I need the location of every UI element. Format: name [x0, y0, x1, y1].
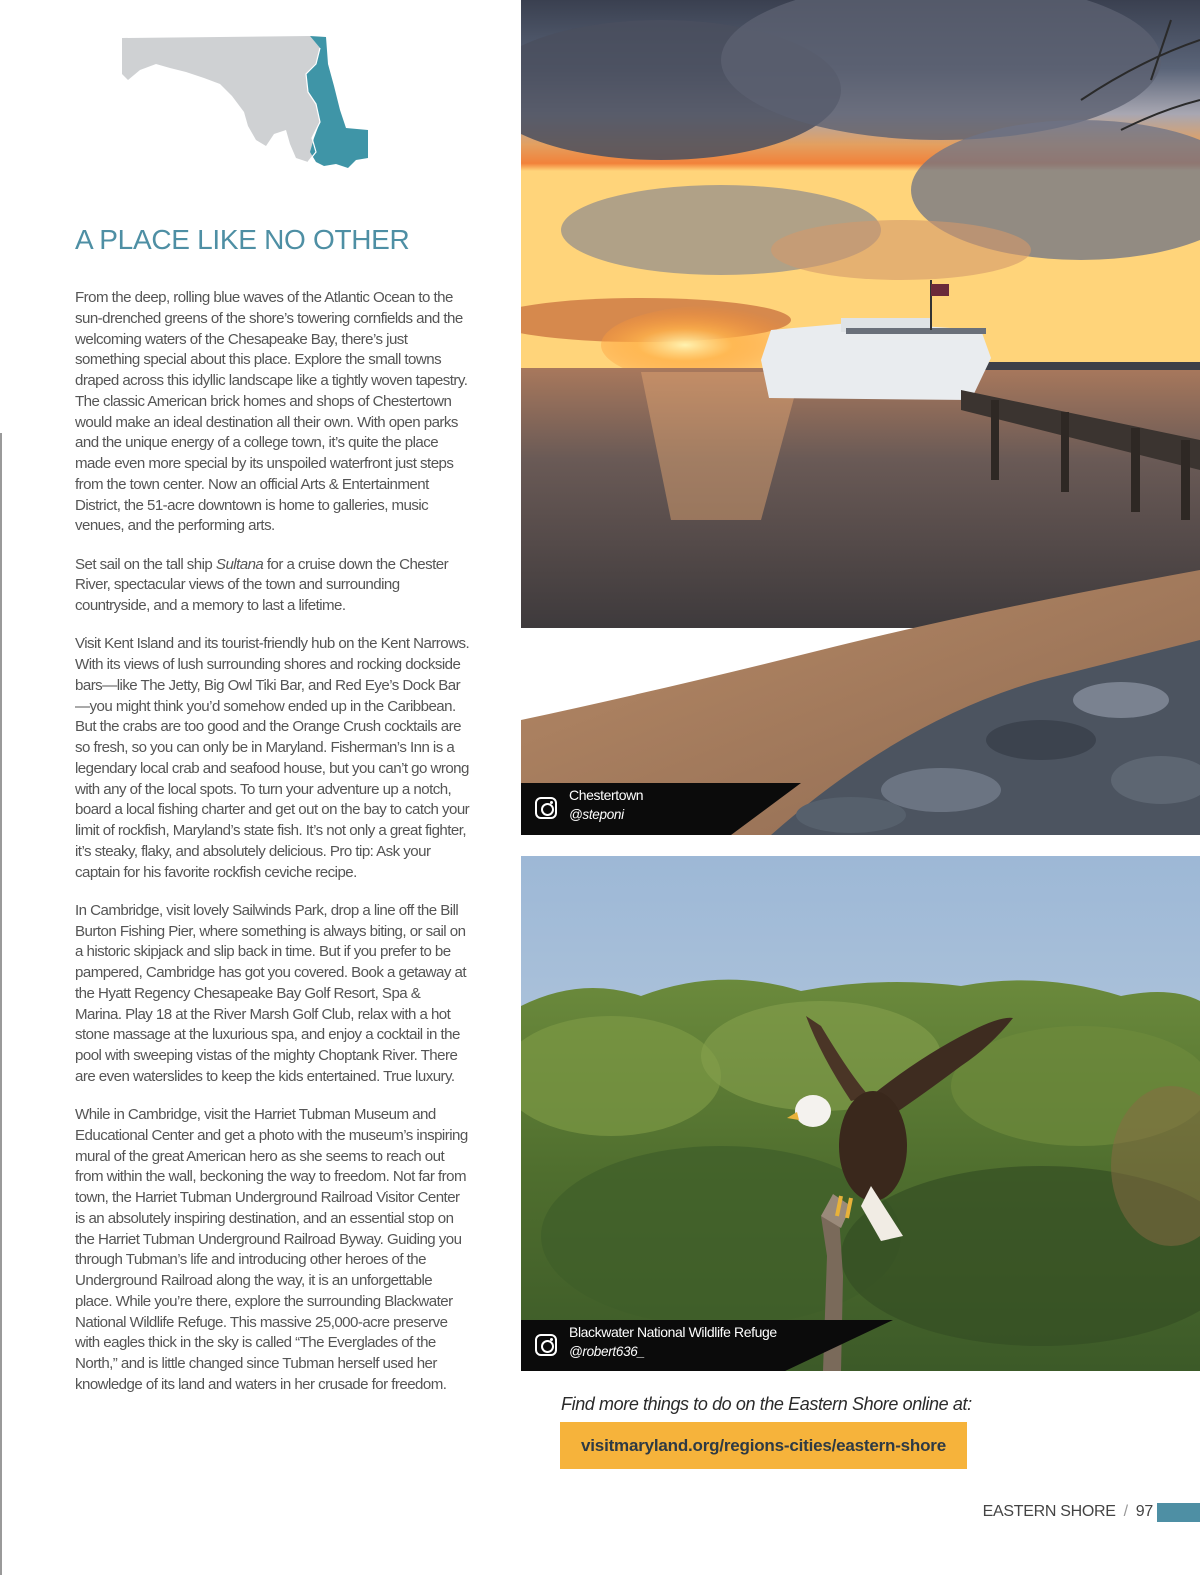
website-link-button[interactable]: visitmaryland.org/regions-cities/eastern-shore — [560, 1422, 967, 1469]
bald-eagle-image — [521, 856, 1200, 1371]
maryland-map-icon — [120, 34, 372, 170]
sultana-text-before: Set sail on the tall ship — [75, 555, 216, 573]
section-heading: A PLACE LIKE NO OTHER — [75, 224, 410, 255]
section-name: EASTERN SHORE — [982, 1503, 1116, 1520]
find-more-prompt: Find more things to do on the Eastern Shore online at: — [561, 1394, 972, 1414]
caption-location: Blackwater National Wildlife Refuge — [569, 1324, 777, 1340]
paragraph-kent-island: Visit Kent Island and its tourist-friendly hub on the Kent Narrows. With its views of lush surrounding shores and rocking dockside bars—like The Jetty, Big Owl Tiki Bar, and Red Eye’s Dock Bar—you might think you’d somehow ended up in the Caribbean. But the crabs are too good and the Orange Crush cocktails are so fresh, so you can only be in Maryland. Fisherman’s Inn is a legendary local crab and seafood house, but you can’t go wrong with any of the local spots. To turn your adventure up a notch, board a local fishing charter and get out on the bay to catch your limit of rockfish, Maryland’s state fish. It’s not only a great fighter, it’s steaky, flaky, and absolutely delicious. Pro tip: Ask your captain for his favorite rockfish ceviche recipe. — [75, 635, 470, 881]
sunset-pier-image — [521, 0, 1200, 835]
paragraph-sultana — [75, 555, 470, 617]
footer-accent-bar — [1157, 1503, 1200, 1522]
caption-handle: @robert636_ — [569, 1344, 645, 1359]
sultana-text-after: for a cruise down the Chester River, spectacular views of the town and surrounding countryside, and a memory to last a lifetime. — [75, 555, 449, 614]
blackwater-photo — [521, 856, 1200, 1371]
footer-separator: / — [1123, 1503, 1128, 1520]
page-number: 97 — [1135, 1503, 1153, 1520]
page-edge-rule — [0, 433, 2, 1575]
page-footer — [983, 1503, 1153, 1521]
chestertown-photo — [521, 0, 1200, 835]
photo-caption-blackwater — [521, 1320, 893, 1371]
photo-caption-chestertown — [521, 783, 801, 835]
paragraph-cambridge: In Cambridge, visit lovely Sailwinds Park, drop a line off the Bill Burton Fishing Pier, where something is always biting, or sail on a historic skipjack and slip back in time. But if you prefer to be pampered, Cambridge has got you covered. Book a getaway at the Hyatt Regency Chesapeake Bay Golf Resort, Spa & Marina. Play 18 at the River Marsh Golf Club, relax with a hot stone massage at the luxurious spa, and enjoy a cocktail in the pool with sweeping vistas of the mighty Choptank River. There are even waterslides to keep the kids entertained. True luxury. — [75, 901, 466, 1085]
instagram-icon — [535, 1334, 557, 1356]
paragraph-tubman: While in Cambridge, visit the Harriet Tubman Museum and Educational Center and get a photo with the museum’s inspiring mural of the great American hero as she seems to reach out from within the wall, beckoning the way to freedom. Not far from town, the Harriet Tubman Underground Railroad Visitor Center is an absolutely inspiring destination, and an essential stop on the Harriet Tubman Underground Railroad Byway. Guiding you through Tubman’s life and introducing other heroes of the Underground Railroad along the way, it is an unforgettable place. While you’re there, explore the surrounding Blackwater National Wildlife Refuge. This massive 25,000-acre preserve with eagles thick in the sky is called “The Everglades of the North,” and is little changed since Tubman herself used her knowledge of its land and waters in her crusade for freedom. — [75, 1106, 468, 1393]
paragraph-intro: From the deep, rolling blue waves of the Atlantic Ocean to the sun-drenched greens of the shore’s towering cornfields and the welcoming waters of the Chesapeake Bay, there’s just something special about this place. Explore the small towns draped across this idyllic landscape like a tightly woven tapestry. The classic American brick homes and shops of Chestertown would make an ideal destination all their own. With open parks and the unique energy of a college town, it’s quite the place made even more special by its unspoiled waterfront just steps from the town center. Now an official Arts & Entertainment District, the 51-acre downtown is home to galleries, music venues, and the performing arts. — [75, 289, 468, 535]
article-body — [75, 288, 470, 1413]
instagram-icon — [535, 797, 557, 819]
ship-name: Sultana — [215, 555, 264, 573]
caption-location: Chestertown — [569, 787, 644, 803]
caption-handle: @steponi — [569, 807, 624, 822]
caption-background — [521, 783, 801, 835]
